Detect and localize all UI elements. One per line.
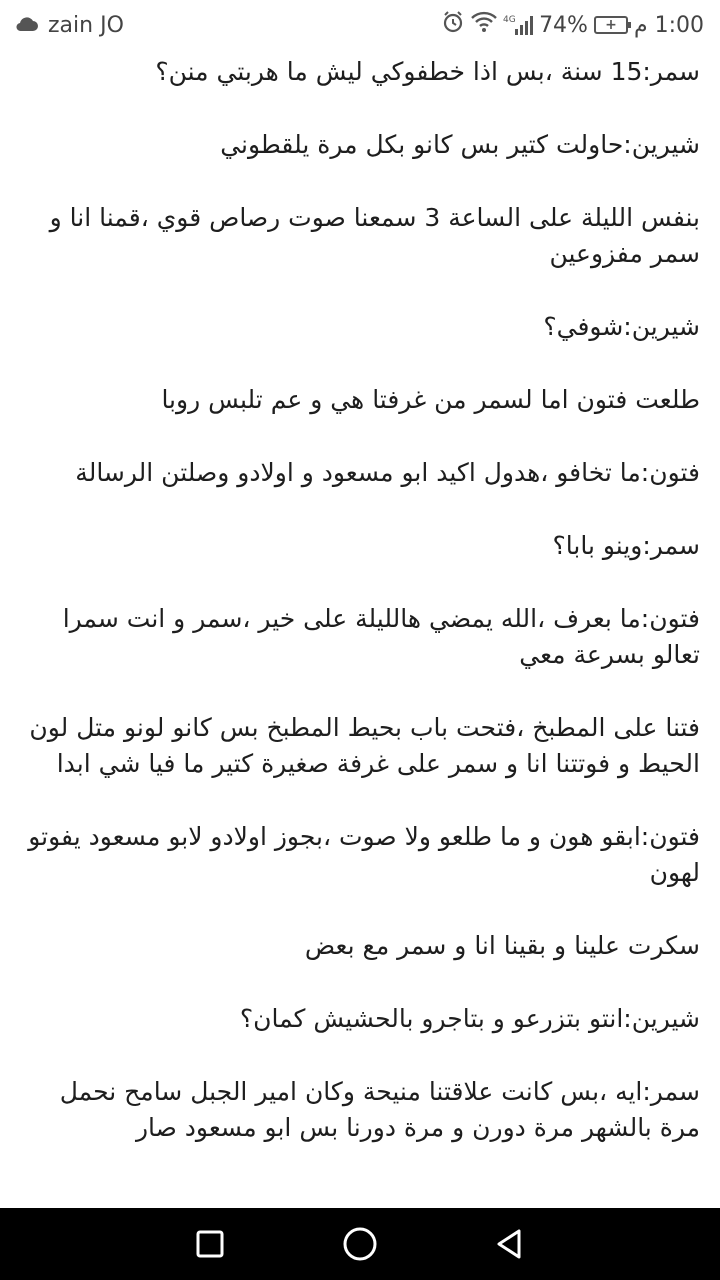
carrier-name: zain JO <box>48 12 124 38</box>
status-right <box>441 10 704 40</box>
recent-apps-button[interactable] <box>190 1224 230 1264</box>
back-button[interactable] <box>490 1224 530 1264</box>
story-paragraph: شيرين:شوفي؟ <box>543 312 700 341</box>
story-paragraph: فتنا على المطبخ ،فتحت باب بحيط المطبخ بس كانو لونو متل لون الحيط و فوتتنا انا و سمر على غرفة صغيرة كتير ما فيا شي ابدا <box>29 713 700 778</box>
story-paragraph: بنفس الليلة على الساعة 3 سمعنا صوت رصاص قوي ،قمنا انا و سمر مفزوعين <box>49 203 700 268</box>
story-paragraph: طلعت فتون اما لسمر من غرفتا هي و عم تلبس روبا <box>161 385 700 414</box>
battery-percent: 74% <box>539 12 588 38</box>
alarm-icon <box>441 10 465 40</box>
status-left <box>16 13 124 38</box>
status-bar <box>0 0 720 50</box>
story-paragraph: فتون:ما تخافو ،هدول اكيد ابو مسعود و اولادو وصلتن الرسالة <box>75 458 700 487</box>
network-type: 4G <box>503 15 516 25</box>
story-paragraph: سكرت علينا و بقينا انا و سمر مع بعض <box>304 931 700 960</box>
story-paragraph: فتون:ابقو هون و ما طلعو ولا صوت ،بجوز اولادو لابو مسعود يفوتو لهون <box>28 822 700 887</box>
cloud-icon <box>16 13 38 38</box>
circle-icon <box>342 1226 378 1262</box>
signal-icon <box>503 14 533 36</box>
home-button[interactable] <box>340 1224 380 1264</box>
story-content[interactable] <box>0 50 720 1208</box>
story-paragraph: فتون:ما بعرف ،الله يمضي هالليلة على خير ،سمر و انت سمرا تعالو بسرعة معي <box>62 604 700 669</box>
story-paragraph: شيرين:انتو بتزرعو و بتاجرو بالحشيش كمان؟ <box>239 1004 700 1033</box>
story-paragraph: سمر:15 سنة ،بس اذا خطفوكي ليش ما هربتي منن؟ <box>155 57 700 86</box>
square-icon <box>195 1229 225 1259</box>
story-paragraph: سمر:وينو بابا؟ <box>552 531 700 560</box>
story-paragraph: شيرين:حاولت كتير بس كانو بكل مرة يلقطوني <box>220 130 700 159</box>
battery-icon: + <box>594 16 628 34</box>
navigation-bar <box>0 1208 720 1280</box>
story-paragraph: سمر:ايه ،بس كانت علاقتنا منيحة وكان امير الجبل سامح نحمل مرة بالشهر مرة دورن و مرة دورنا بس ابو مسعود صار <box>59 1077 700 1142</box>
back-triangle-icon <box>494 1228 526 1260</box>
wifi-icon <box>471 11 497 39</box>
status-time: 1:00 م <box>633 12 704 38</box>
